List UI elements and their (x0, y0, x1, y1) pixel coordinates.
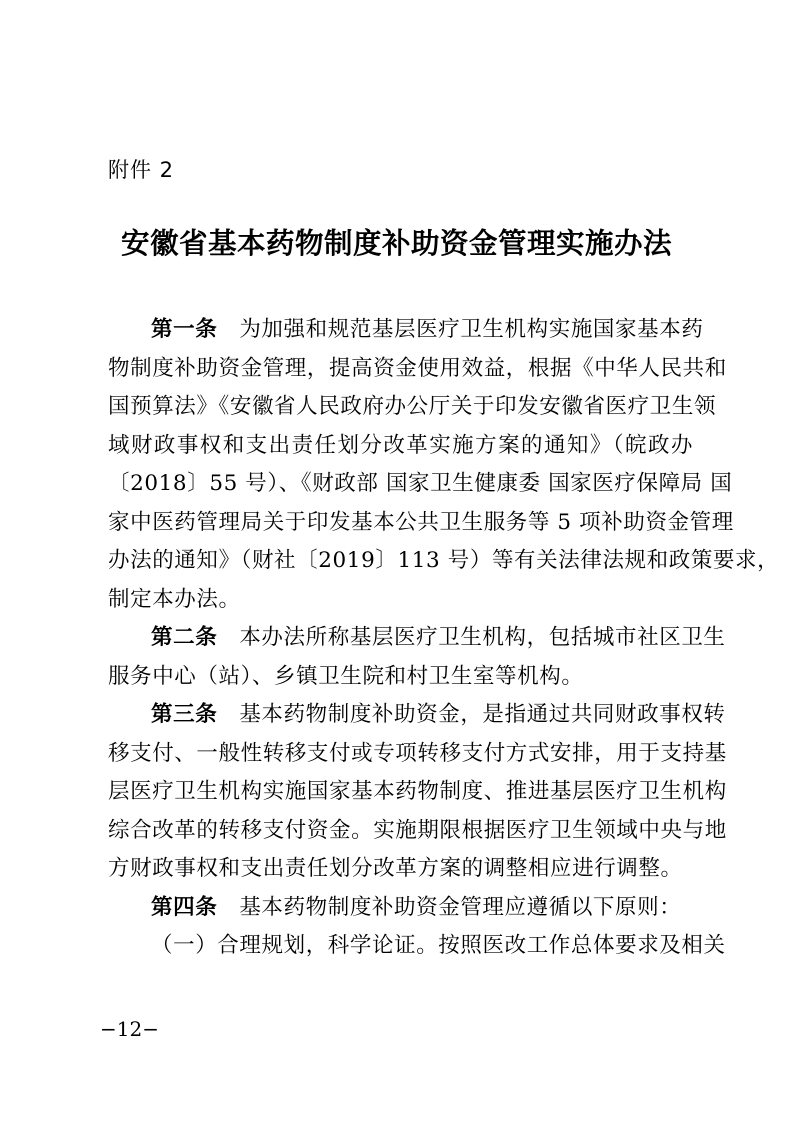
article-1-line-1 (108, 314, 704, 345)
article-2-line-2: 服务中心（站）、乡镇卫生院和村卫生室等机构。 (108, 663, 584, 689)
page-number: −12− (100, 1017, 159, 1041)
article-3-line-3: 层医疗卫生机构实施国家基本药物制度、推进基层医疗卫生机构 (108, 779, 727, 804)
document-body (108, 314, 780, 969)
article-1-line-5: 〔2018〕55 号）、《财政部 国家卫生健康委 国家医疗保障局 国 (108, 471, 733, 496)
article-2-heading: 第二条 (151, 625, 218, 650)
article-3-text: 基本药物制度补助资金，是指通过共同财政事权转 (239, 702, 726, 727)
article-4-heading: 第四条 (151, 894, 218, 920)
attachment-label: 附件 2 (108, 158, 175, 182)
article-3-line-5: 方财政事权和支出责任划分改革方案的调整相应进行调整。 (108, 856, 683, 881)
article-1-line-8: 制定本办法。 (108, 586, 241, 612)
article-3-heading: 第三条 (151, 702, 218, 727)
article-1-line-7: 办法的通知》（财社〔2019〕113 号）等有关法律法规和政策要求， (108, 548, 780, 573)
article-1-heading: 第一条 (151, 317, 218, 342)
article-1-line-6: 家中医药管理局关于印发基本公共卫生服务等 5 项补助资金管理 (108, 509, 734, 535)
article-2-line-1 (108, 622, 726, 653)
item-1-line: （一）合理规划，科学论证。按照医改工作总体要求及相关 (151, 933, 726, 958)
article-1-line-2: 物制度补助资金管理，提高资金使用效益，根据《中华人民共和 (108, 355, 727, 381)
article-3-line-4: 综合改革的转移支付资金。实施期限根据医疗卫生领域中央与地 (108, 817, 727, 843)
article-3-line-2: 移支付、一般性转移支付或专项转移支付方式安排，用于支持基 (108, 740, 727, 766)
article-1-text: 为加强和规范基层医疗卫生机构实施国家基本药 (239, 317, 704, 342)
article-4-line-1 (108, 892, 693, 923)
article-2-text: 本办法所称基层医疗卫生机构，包括城市社区卫生 (239, 625, 726, 650)
article-1-line-3: 国预算法》《安徽省人民政府办公厅关于印发安徽省医疗卫生领 (108, 394, 717, 419)
article-1-line-4: 域财政事权和支出责任划分改革实施方案的通知》（皖政办 (108, 432, 693, 458)
document-title: 安徽省基本药物制度补助资金管理实施办法 (120, 227, 672, 260)
article-4-text: 基本药物制度补助资金管理应遵循以下原则： (239, 894, 682, 920)
article-3-line-1 (108, 699, 726, 730)
